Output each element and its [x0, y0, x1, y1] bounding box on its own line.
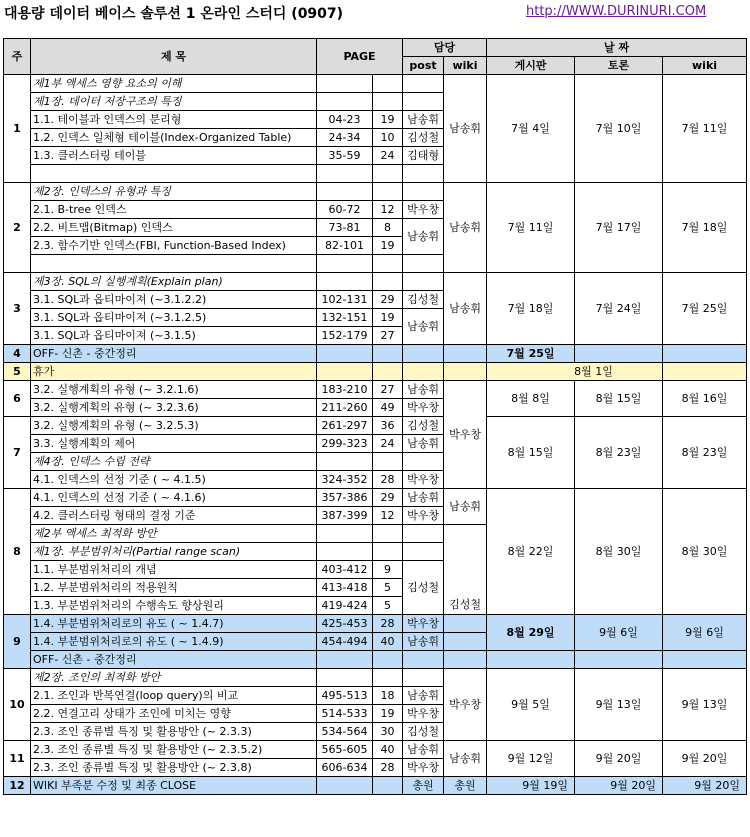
post-owner: 김태형 — [403, 147, 444, 165]
page-range: 04-23 — [317, 111, 373, 129]
schedule-table — [3, 38, 747, 795]
wiki-owner: 박우창 — [444, 381, 487, 489]
discussion-date: 9월 20일 — [575, 741, 663, 777]
topic: 1.2. 인덱스 일체형 테이블(Index-Organized Table) — [31, 129, 317, 147]
page-range: 387-399 — [317, 507, 373, 525]
topic: 4.1. 인덱스의 선정 기준 ( ~ 4.1.6) — [31, 489, 317, 507]
week-number: 12 — [4, 777, 31, 795]
post-owner: 남송휘 — [403, 687, 444, 705]
page-count: 8 — [373, 219, 403, 237]
discussion-date: 7월 10일 — [575, 75, 663, 183]
page-range: 261-297 — [317, 417, 373, 435]
page-count: 19 — [373, 237, 403, 255]
page-range: 211-260 — [317, 399, 373, 417]
discussion-date: 9월 20일 — [575, 777, 663, 795]
week-header: 주 — [4, 39, 31, 75]
table-row — [4, 777, 747, 795]
page-count: 5 — [373, 597, 403, 615]
page-count: 19 — [373, 705, 403, 723]
topic: 휴가 — [31, 363, 317, 381]
page-count: 19 — [373, 111, 403, 129]
page-range: 454-494 — [317, 633, 373, 651]
week-number: 10 — [4, 669, 31, 741]
page-range: 534-564 — [317, 723, 373, 741]
page-count: 27 — [373, 327, 403, 345]
wiki-date: 8월 23일 — [663, 417, 747, 489]
topic: 1.3. 부분범위처리의 수행속도 향상원리 — [31, 597, 317, 615]
page-range: 403-412 — [317, 561, 373, 579]
wiki-date: 9월 13일 — [663, 669, 747, 741]
page-count: 28 — [373, 615, 403, 633]
chapter-heading: 제2장. 조인의 최적화 방안 — [31, 669, 317, 687]
topic: 3.1. SQL과 옵티마이져 (~3.1.2.2) — [31, 291, 317, 309]
post-owner: 총원 — [403, 777, 444, 795]
wiki-owner: 남송휘 — [444, 75, 487, 183]
topic: 4.2. 클러스터링 형태의 결정 기준 — [31, 507, 317, 525]
topic: 4.1. 인덱스의 선정 기준 ( ~ 4.1.5) — [31, 471, 317, 489]
post-owner: 김성철 — [403, 561, 444, 615]
topic: OFF- 신촌 - 중간정리 — [31, 345, 317, 363]
topic: 1.1. 부분범위처리의 개념 — [31, 561, 317, 579]
page-count: 30 — [373, 723, 403, 741]
board-date: 9월 19일 — [487, 777, 575, 795]
week-number: 11 — [4, 741, 31, 777]
topic: 2.3. 조인 종류별 특징 및 활용방안 (~ 2.3.3) — [31, 723, 317, 741]
page-count: 40 — [373, 633, 403, 651]
table-row — [4, 615, 747, 633]
board-date: 7월 25일 — [487, 345, 575, 363]
page-range: 35-59 — [317, 147, 373, 165]
topic: 2.2. 연결고리 상태가 조인에 미치는 영향 — [31, 705, 317, 723]
page-range: 324-352 — [317, 471, 373, 489]
week-number: 8 — [4, 489, 31, 615]
owner-post-header: post — [403, 57, 444, 75]
page-range: 24-34 — [317, 129, 373, 147]
wiki-owner: 남송휘 — [444, 273, 487, 345]
board-date: 7월 11일 — [487, 183, 575, 273]
discussion-date: 8월 15일 — [575, 381, 663, 417]
page-range: 132-151 — [317, 309, 373, 327]
week-number: 2 — [4, 183, 31, 273]
page-range: 299-323 — [317, 435, 373, 453]
page-range: 606-634 — [317, 759, 373, 777]
page-count: 28 — [373, 471, 403, 489]
part-heading: 제2부 액세스 최적화 방안 — [31, 525, 317, 543]
owner-wiki-header: wiki — [444, 57, 487, 75]
wiki-owner: 남송휘 — [444, 489, 487, 525]
wiki-owner: 김성철 — [444, 525, 487, 615]
table-row — [4, 183, 747, 201]
page-range: 565-605 — [317, 741, 373, 759]
page-count: 40 — [373, 741, 403, 759]
post-owner: 박우창 — [403, 759, 444, 777]
page-range: 183-210 — [317, 381, 373, 399]
post-owner: 김성철 — [403, 417, 444, 435]
topic: 2.3. 조인 종류별 특징 및 활용방안 (~ 2.3.5.2) — [31, 741, 317, 759]
page-range: 425-453 — [317, 615, 373, 633]
topic: 2.2. 비트맵(Bitmap) 인덱스 — [31, 219, 317, 237]
page-range: 413-418 — [317, 579, 373, 597]
discussion-header: 토론 — [575, 57, 663, 75]
topic: 3.1. SQL과 옵티마이져 (~3.1.5) — [31, 327, 317, 345]
post-owner: 박우창 — [403, 201, 444, 219]
post-owner: 남송휘 — [403, 309, 444, 345]
table-row — [4, 75, 747, 93]
page-count: 29 — [373, 489, 403, 507]
post-owner: 남송휘 — [403, 435, 444, 453]
page-range: 60-72 — [317, 201, 373, 219]
week-number: 5 — [4, 363, 31, 381]
wiki-date: 7월 11일 — [663, 75, 747, 183]
topic: 2.1. B-tree 인덱스 — [31, 201, 317, 219]
wiki-owner: 총원 — [444, 777, 487, 795]
table-row — [4, 489, 747, 507]
page-count: 12 — [373, 201, 403, 219]
board-date: 7월 18일 — [487, 273, 575, 345]
board-date: 9월 12일 — [487, 741, 575, 777]
board-date: 8월 15일 — [487, 417, 575, 489]
wiki-date: 7월 18일 — [663, 183, 747, 273]
post-owner: 박우창 — [403, 705, 444, 723]
wiki-date: 9월 20일 — [663, 741, 747, 777]
post-owner: 남송휘 — [403, 111, 444, 129]
page-count: 10 — [373, 129, 403, 147]
post-owner: 박우창 — [403, 615, 444, 633]
page-count: 27 — [373, 381, 403, 399]
table-row — [4, 669, 747, 687]
week-number: 6 — [4, 381, 31, 417]
page-count: 5 — [373, 579, 403, 597]
page-range: 514-533 — [317, 705, 373, 723]
topic: 3.2. 실행계획의 유형 (~ 3.2.3.6) — [31, 399, 317, 417]
discussion-date: 8월 30일 — [575, 489, 663, 615]
post-owner: 박우창 — [403, 399, 444, 417]
week-number: 1 — [4, 75, 31, 183]
subject-header: 제 목 — [31, 39, 317, 75]
wiki-owner: 남송휘 — [444, 183, 487, 273]
post-owner: 김성철 — [403, 291, 444, 309]
topic: 1.3. 클러스터링 테이블 — [31, 147, 317, 165]
part-heading: 제1부 액세스 영향 요소의 이해 — [31, 75, 317, 93]
table-row — [4, 273, 747, 291]
site-link[interactable]: http://WWW.DURINURI.COM — [526, 4, 707, 19]
discussion-date: 7월 24일 — [575, 273, 663, 345]
page-range: 152-179 — [317, 327, 373, 345]
week-number: 3 — [4, 273, 31, 345]
table-row — [4, 381, 747, 399]
board-date: 8월 1일 — [487, 363, 663, 381]
post-owner: 김성철 — [403, 129, 444, 147]
post-owner: 김성철 — [403, 723, 444, 741]
topic: 3.2. 실행계획의 유형 (~ 3.2.5.3) — [31, 417, 317, 435]
board-date: 7월 4일 — [487, 75, 575, 183]
board-date: 8월 22일 — [487, 489, 575, 615]
page-title: 대용량 데이터 베이스 솔루션 1 온라인 스터디 (0907) — [4, 6, 344, 22]
topic: 2.3. 함수기반 인덱스(FBI, Function-Based Index) — [31, 237, 317, 255]
table-row — [4, 417, 747, 435]
discussion-date: 9월 13일 — [575, 669, 663, 741]
chapter-heading: 제3장. SQL의 실행계획(Explain plan) — [31, 273, 317, 291]
topic: 3.3. 실행계획의 제어 — [31, 435, 317, 453]
topic: WIKI 부족분 수정 및 최종 CLOSE — [31, 777, 317, 795]
page-range: 419-424 — [317, 597, 373, 615]
page-header: PAGE — [317, 39, 403, 75]
page-count: 9 — [373, 561, 403, 579]
page-count: 28 — [373, 759, 403, 777]
discussion-date: 8월 23일 — [575, 417, 663, 489]
topic: 1.1. 테이블과 인덱스의 분리형 — [31, 111, 317, 129]
board-header: 게시판 — [487, 57, 575, 75]
discussion-date: 7월 17일 — [575, 183, 663, 273]
week-number: 9 — [4, 615, 31, 669]
wiki-owner: 박우창 — [444, 669, 487, 741]
wiki-date: 9월 6일 — [663, 615, 747, 651]
page-range: 495-513 — [317, 687, 373, 705]
table-row — [4, 741, 747, 759]
owner-header: 담당 — [403, 39, 487, 57]
page-count: 49 — [373, 399, 403, 417]
chapter-heading: 제2장. 인덱스의 유형과 특징 — [31, 183, 317, 201]
board-date: 9월 5일 — [487, 669, 575, 741]
post-owner: 박우창 — [403, 507, 444, 525]
topic: 2.1. 조인과 반복연결(loop query)의 비교 — [31, 687, 317, 705]
post-owner: 남송휘 — [403, 489, 444, 507]
wiki-date: 8월 16일 — [663, 381, 747, 417]
topic: OFF- 신촌 - 중간정리 — [31, 651, 317, 669]
week-number: 4 — [4, 345, 31, 363]
page-count: 19 — [373, 309, 403, 327]
discussion-date: 9월 6일 — [575, 615, 663, 651]
topic: 3.1. SQL과 옵티마이져 (~3.1.2.5) — [31, 309, 317, 327]
week-number: 7 — [4, 417, 31, 489]
topic: 2.3. 조인 종류별 특징 및 활용방안 (~ 2.3.8) — [31, 759, 317, 777]
chapter-heading: 제1장. 데이터 저장구조의 특징 — [31, 93, 317, 111]
table-row — [4, 345, 747, 363]
page-range: 102-131 — [317, 291, 373, 309]
wiki-date-header: wiki — [663, 57, 747, 75]
wiki-owner: 남송휘 — [444, 741, 487, 777]
page-count: 24 — [373, 147, 403, 165]
header-row-1 — [4, 39, 747, 57]
page-count: 12 — [373, 507, 403, 525]
page-count: 36 — [373, 417, 403, 435]
topic: 1.2. 부분범위처리의 적용원칙 — [31, 579, 317, 597]
topic: 1.4. 부분범위처리로의 유도 ( ~ 1.4.9) — [31, 633, 317, 651]
date-header: 날 짜 — [487, 39, 747, 57]
page-range: 357-386 — [317, 489, 373, 507]
chapter-heading: 제4장. 인덱스 수립 전략 — [31, 453, 317, 471]
post-owner: 남송휘 — [403, 633, 444, 651]
page-range: 82-101 — [317, 237, 373, 255]
post-owner: 박우창 — [403, 471, 444, 489]
page-count: 29 — [373, 291, 403, 309]
topic: 3.2. 실행계획의 유형 (~ 3.2.1.6) — [31, 381, 317, 399]
chapter-heading: 제1장. 부분범위처리(Partial range scan) — [31, 543, 317, 561]
wiki-date: 9월 20일 — [663, 777, 747, 795]
post-owner: 남송휘 — [403, 381, 444, 399]
table-row — [4, 363, 747, 381]
board-date: 8월 8일 — [487, 381, 575, 417]
post-owner: 남송휘 — [403, 219, 444, 255]
post-owner: 남송휘 — [403, 741, 444, 759]
page-count: 24 — [373, 435, 403, 453]
wiki-date: 7월 25일 — [663, 273, 747, 345]
page-range: 73-81 — [317, 219, 373, 237]
table-row — [4, 651, 747, 669]
topic: 1.4. 부분범위처리로의 유도 ( ~ 1.4.7) — [31, 615, 317, 633]
board-date: 8월 29일 — [487, 615, 575, 651]
page-count: 18 — [373, 687, 403, 705]
wiki-date: 8월 30일 — [663, 489, 747, 615]
